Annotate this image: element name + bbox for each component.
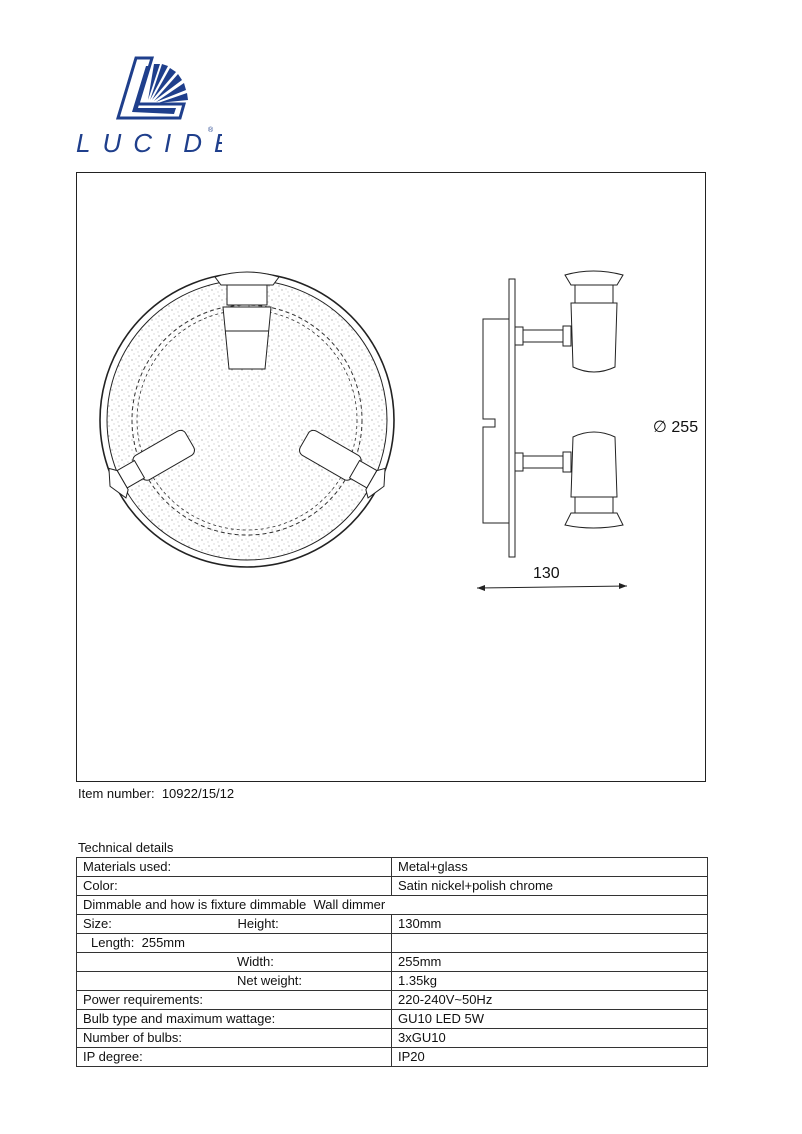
materials-value: Metal+glass [392,858,708,877]
ip-value: IP20 [392,1048,708,1067]
table-row [77,858,708,877]
num-bulbs-label: Number of bulbs: [77,1029,392,1048]
height-value: 130mm [392,915,708,934]
item-number [78,786,234,801]
weight-value: 1.35kg [392,972,708,991]
length-value: 255mm [141,935,185,950]
weight-label: Net weight: [77,972,392,991]
size-cell [77,915,392,934]
table-row [77,934,708,953]
table-row [77,991,708,1010]
table-row [77,1010,708,1029]
num-bulbs-value: 3xGU10 [392,1029,708,1048]
color-label: Color: [77,877,392,896]
table-row [77,1029,708,1048]
dimmable-cell [77,896,708,915]
materials-label: Materials used: [77,858,392,877]
table-row [77,877,708,896]
table-row [77,972,708,991]
bulb-label: Bulb type and maximum wattage: [77,1010,392,1029]
table-row [77,953,708,972]
dimmable-label: Dimmable and how is fixture dimmable [83,897,307,912]
item-number-label: Item number: [78,786,155,801]
table-row [77,1048,708,1067]
length-cell [77,934,392,953]
lucide-logo-mark [72,52,222,160]
side-view [477,271,627,591]
width-label: Width: [77,953,392,972]
size-label: Size: [83,916,112,931]
height-dimension-value: 255 [671,419,699,436]
bulb-value: GU10 LED 5W [392,1010,708,1029]
lucide-logo [72,52,222,160]
drawing-canvas [77,173,707,783]
width-dimension: 130 [533,565,560,582]
trademark-mark: ® [208,127,214,134]
ip-label: IP degree: [77,1048,392,1067]
height-label: Height: [237,916,279,931]
height-dimension [653,417,698,437]
diameter-symbol: ∅ [653,419,667,436]
item-number-value: 10922/15/12 [161,786,235,801]
spec-table [76,857,708,1067]
length-empty [392,934,708,953]
technical-drawing [76,172,706,782]
table-row [77,896,708,915]
table-row [77,915,708,934]
length-label: Length: [91,935,135,950]
power-value: 220-240V~50Hz [392,991,708,1010]
brand-name: LUCID [76,128,215,158]
color-value: Satin nickel+polish chrome [392,877,708,896]
power-label: Power requirements: [77,991,392,1010]
width-value: 255mm [392,953,708,972]
dimmable-value: Wall dimmer [313,897,386,912]
technical-details-title: Technical details [78,840,174,855]
front-view [100,272,394,567]
